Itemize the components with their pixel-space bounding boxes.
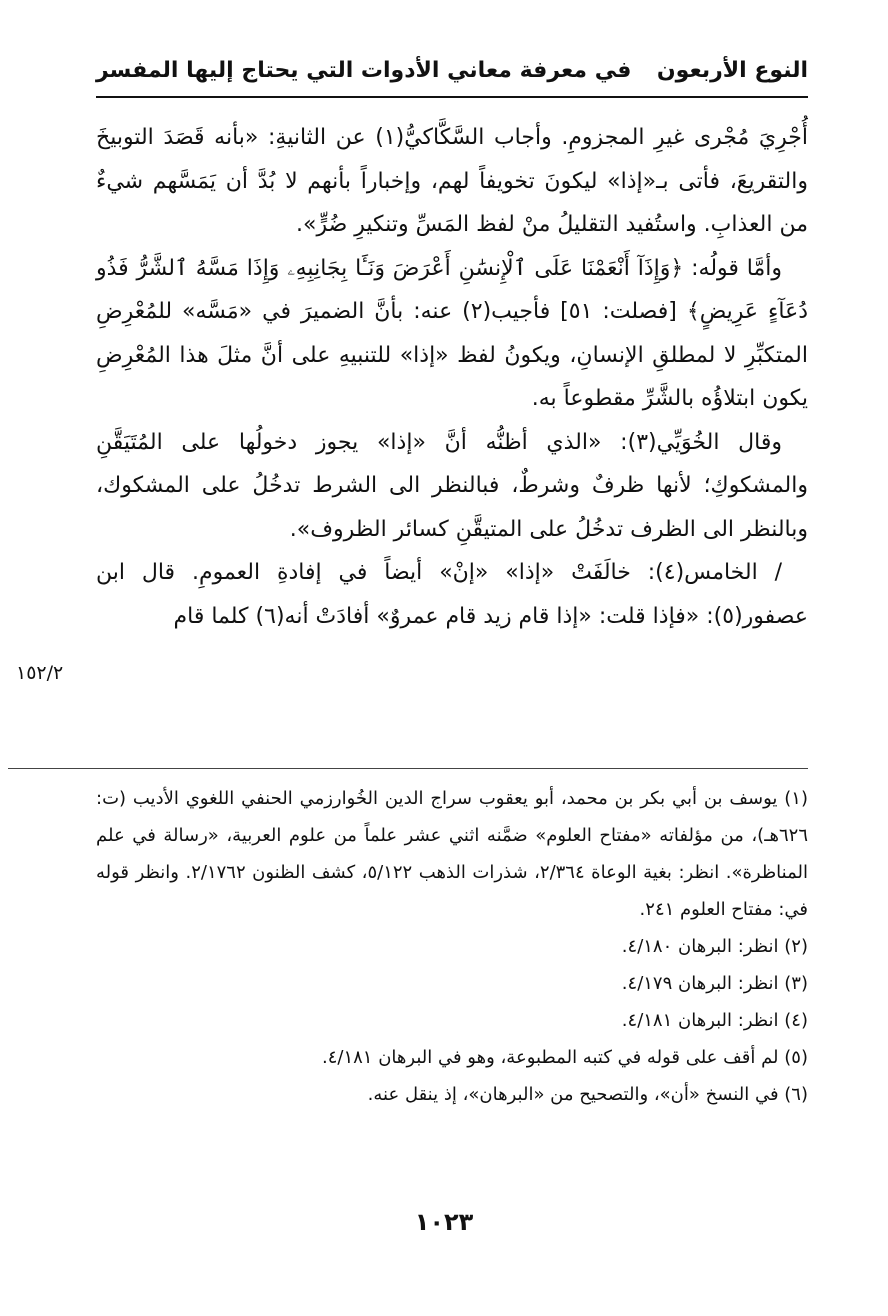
footnote-4: (٤) انظر: البرهان ٤/١٨١. [621,1010,808,1031]
footnote-2: (٢) انظر: البرهان ٤/١٨٠. [621,936,808,957]
footnotes [96,780,808,1113]
page-number: ١٠٢٣ [414,1208,474,1236]
header-rule [96,96,808,98]
footnote-1: (١) يوسف بن أبي بكر بن محمد، أبو يعقوب سراج الدين الخُوارزمي الحنفي اللغوي الأديب (ت: ٦٢٦هـ)، من مؤلفاته «مفتاح العلوم» ضمَّنه اثني عشر علماً من علوم العربية، «رسالة في علم المناظرة». انظر: بغية الوعاة ٢/٣٦٤، شذرات الذهب ٥/١٢٢، كشف الظنون ٢/١٧٦٢. وانظر قوله في: مفتاح العلوم ٢٤١. [96,788,808,920]
margin-page-reference: ١٥٢/٢ [16,662,64,684]
main-text [96,116,808,638]
footnote-5: (٥) لم أقف على قوله في كتبه المطبوعة، وهو في البرهان ٤/١٨١. [321,1047,808,1068]
running-header [96,52,808,96]
footnote-separator [8,768,808,769]
section-title: في معرفة معاني الأدوات التي يحتاج إليها المفسر [96,58,632,83]
footnote-3: (٣) انظر: البرهان ٤/١٧٩. [621,973,808,994]
paragraph: أُجْرِيَ مُجْرى غيرِ المجزومِ. وأجاب السَّكَّاكيُّ(١) عن الثانيةِ: «بأنه قَصَدَ التوبيخَ والتقريعَ، فأتى بـ«إذا» ليكونَ تخويفاً لهم، وإخباراً بأنهم لا بُدَّ أن يَمَسَّهم شيءٌ من العذابِ. واستُفيد التقليلُ منْ لفظ المَسِّ وتنكيرِ ضُرٍّ». [96,125,808,237]
paragraph: / الخامس(٤): خالَفَتْ «إذا» «إنْ» أيضاً في إفادةِ العمومِ. قال ابن عصفور(٥): «فإذا قلت: «إذا قام زيد قام عمروٌ» أفادَتْ أنه(٦) كلما قام [96,560,808,629]
paragraph: وقال الخُوَيِّي(٣): «الذي أظنُّه أنَّ «إذا» يجوز دخولُها على المُتَيَقَّنِ والمشكوكِ؛ لأنها ظرفٌ وشرطٌ، فبالنظر الى الشرط تدخُلُ على المشكوك، وبالنظر الى الظرف تدخُلُ على المتيقَّنِ كسائر الظروف». [96,429,808,542]
footnote-6: (٦) في النسخ «أن»، والتصحيح من «البرهان»، إذ ينقل عنه. [367,1084,808,1105]
paragraph: وأمَّا قولُه: ﴿وَإِذَآ أَنْعَمْنَا عَلَى ٱلْإِنسَٰنِ أَعْرَضَ وَنَـَٔا بِجَانِبِهِۦ وَإِذَا مَسَّهُ ٱلشَّرُّ فَذُو دُعَآءٍ عَرِيضٍ﴾ [فصلت: ٥١] فأجيب(٢) عنه: بأنَّ الضميرَ في «مَسَّه» للمُعْرِضِ المتكبِّرِ لا لمطلقِ الإنسانِ، ويكونُ لفظ «إذا» للتنبيهِ على أنَّ مثلَ هذا المُعْرِضِ يكون ابتلاؤُه بالشَّرِّ مقطوعاً به. [96,255,808,411]
chapter-title: النوع الأربعون [656,58,808,83]
